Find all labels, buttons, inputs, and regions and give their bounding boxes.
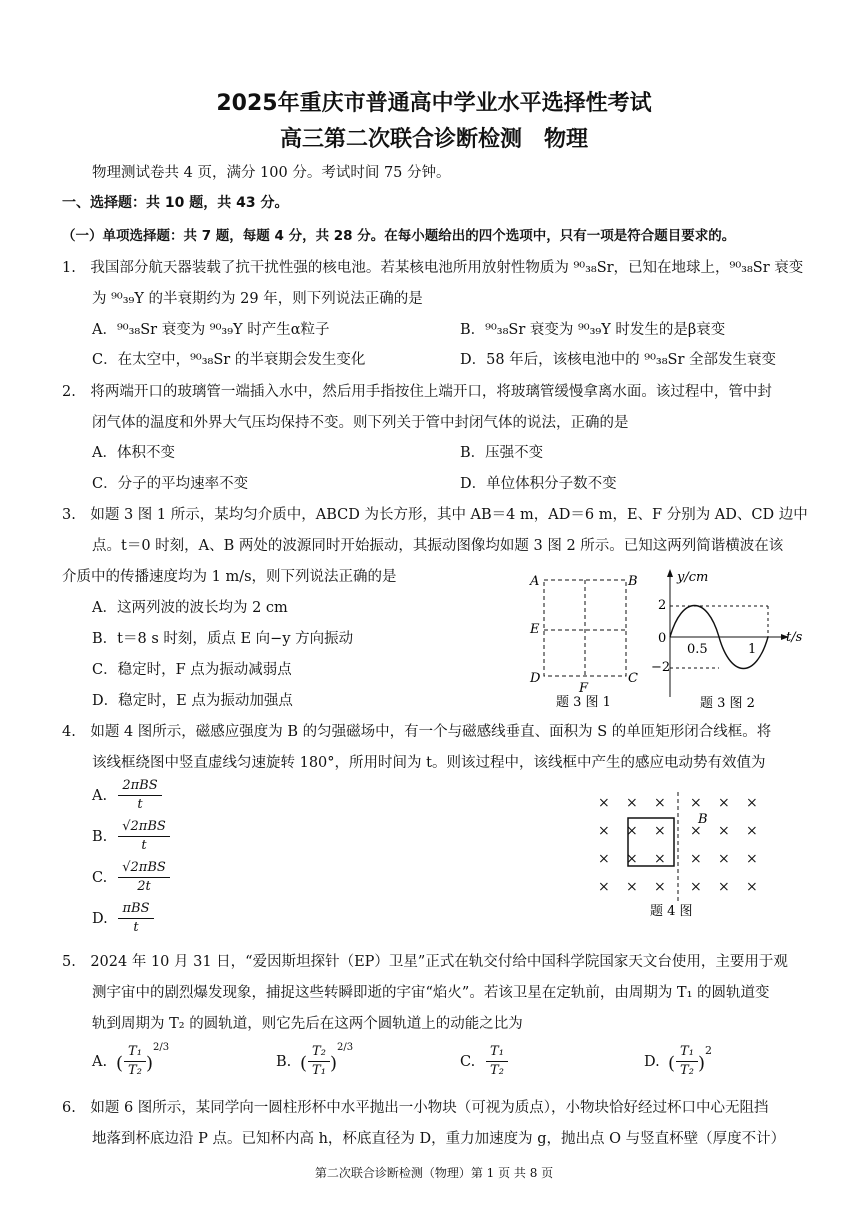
svg-text:×: × xyxy=(626,879,638,895)
q1-option-a: A．⁹⁰₃₈Sr 衰变为 ⁹⁰₃₉Y 时产生α粒子 xyxy=(92,322,330,338)
svg-text:×: × xyxy=(746,795,758,811)
q4-figure xyxy=(590,790,770,920)
q4-option-b-denominator: t xyxy=(141,838,147,853)
q3-fig1-label-a: A xyxy=(530,574,540,589)
q2-stem-line1: 2. 将两端开口的玻璃管一端插入水中，然后用手指按住上端开口，将玻璃管缓慢拿离水面。该过程中，管中封 xyxy=(62,384,772,400)
svg-text:×: × xyxy=(746,823,758,839)
svg-text:×: × xyxy=(746,851,758,867)
q1-stem-line1: 1. 我国部分航天器装载了抗干扰性强的核电池。若某核电池所用放射性物质为 ⁹⁰₃₈Sr，已知在地球上，⁹⁰₃₈Sr 衰变 xyxy=(62,260,804,276)
q5-option-a-exponent: 2/3 xyxy=(153,1042,170,1053)
q4-stem-line2: 该线框绕图中竖直虚线匀速旋转 180°，所用时间为 t。则该过程中，该线框中产生的感应电动势有效值为 xyxy=(92,755,766,771)
subsection-heading: （一）单项选择题：共 7 题，每题 4 分，共 28 分。在每小题给出的四个选项中，只有一项是符合题目要求的。 xyxy=(62,228,736,244)
svg-text:×: × xyxy=(626,851,638,867)
q5-option-a-numerator: T₁ xyxy=(128,1044,142,1059)
q3-figure-2 xyxy=(650,565,810,710)
q3-figure-1 xyxy=(520,570,650,710)
q4-option-b-label: B. xyxy=(92,829,108,845)
q3-option-c: C．稳定时，F 点为振动减弱点 xyxy=(92,662,292,678)
svg-text:×: × xyxy=(718,795,730,811)
q5-option-c-numerator: T₁ xyxy=(490,1044,504,1059)
svg-text:×: × xyxy=(598,879,610,895)
q4-option-c-denominator: 2t xyxy=(137,879,151,894)
q4-fig-caption: 题 4 图 xyxy=(650,904,693,919)
q3-option-b: B．t＝8 s 时刻，质点 E 向−y 方向振动 xyxy=(92,631,354,647)
q3-fig1-label-c: C xyxy=(628,671,638,686)
q4-option-a-numerator: 2πBS xyxy=(122,778,158,793)
q3-stem-line3: 介质中的传播速度均为 1 m/s，则下列说法正确的是 xyxy=(62,569,397,585)
svg-text:×: × xyxy=(690,879,702,895)
q5-stem-line3: 轨到周期为 T₂ 的圆轨道，则它先后在这两个圆轨道上的动能之比为 xyxy=(92,1016,523,1032)
q4-stem-line1: 4. 如题 4 图所示，磁感应强度为 B 的匀强磁场中，有一个与磁感线垂直、面积为 S 的单匝矩形闭合线框。将 xyxy=(62,724,772,740)
q4-fig-b-label: B xyxy=(698,812,708,827)
svg-text:×: × xyxy=(654,795,666,811)
q5-option-c-denominator: T₂ xyxy=(490,1063,504,1078)
q5-option-b-label: B. xyxy=(276,1054,292,1070)
q5-option-c xyxy=(486,1044,508,1079)
q5-option-b-numerator: T₂ xyxy=(312,1044,326,1059)
svg-text:×: × xyxy=(598,823,610,839)
q4-option-d-numerator: πBS xyxy=(122,901,150,916)
q3-option-d: D．稳定时，E 点为振动加强点 xyxy=(92,693,293,709)
q1-option-c: C．在太空中，⁹⁰₃₈Sr 的半衰期会发生变化 xyxy=(92,352,366,368)
q3-fig2-xlabel: t/s xyxy=(786,630,803,645)
q3-fig1-label-d: D xyxy=(530,671,541,686)
q5-option-d-exponent: 2 xyxy=(705,1044,712,1057)
q3-fig2-origin: 0 xyxy=(658,631,667,646)
exam-subtitle: 高三第二次联合诊断检测 物理 xyxy=(279,127,588,152)
q3-fig1-caption: 题 3 图 1 xyxy=(556,695,611,710)
q5-option-d xyxy=(676,1044,698,1079)
svg-text:×: × xyxy=(690,851,702,867)
q3-fig2-caption: 题 3 图 2 xyxy=(700,696,755,710)
svg-text:×: × xyxy=(718,851,730,867)
svg-text:×: × xyxy=(598,795,610,811)
q3-fig2-ytick-top: 2 xyxy=(658,598,667,613)
q2-stem-line2: 闭气体的温度和外界大气压均保持不变。则下列关于管中封闭气体的说法，正确的是 xyxy=(92,415,629,431)
svg-text:×: × xyxy=(654,823,666,839)
q2-option-a: A．体积不变 xyxy=(92,445,175,461)
svg-text:×: × xyxy=(718,879,730,895)
q5-option-b xyxy=(308,1044,330,1079)
svg-text:×: × xyxy=(626,795,638,811)
q5-option-b-rparen: ) xyxy=(330,1053,338,1074)
q3-fig2-xtick-half: 0.5 xyxy=(687,642,708,657)
svg-text:×: × xyxy=(746,879,758,895)
q3-fig2-ylabel: y/cm xyxy=(677,570,709,585)
q5-option-b-denominator: T₁ xyxy=(312,1063,326,1078)
q3-fig2-ytick-bottom: −2 xyxy=(651,660,671,675)
q5-option-a-label: A. xyxy=(92,1054,108,1070)
q5-option-a-rparen: ) xyxy=(146,1053,154,1074)
q6-stem-line1: 6. 如题 6 图所示，某同学向一圆柱形杯中水平抛出一小物块（可视为质点），小物块恰好经过杯口中心无阻挡 xyxy=(62,1100,769,1116)
q2-option-d: D．单位体积分子数不变 xyxy=(460,476,617,492)
q6-stem-line2: 地落到杯底边沿 P 点。已知杯内高 h，杯底直径为 D，重力加速度为 g，抛出点 O 与竖直杯壁（厚度不计） xyxy=(92,1131,786,1147)
q4-option-a-label: A. xyxy=(92,788,108,804)
q5-option-a xyxy=(124,1044,146,1079)
page-footer: 第二次联合诊断检测（物理）第 1 页 共 8 页 xyxy=(314,1166,554,1180)
q3-fig2-xtick-one: 1 xyxy=(748,642,757,657)
q3-stem-line2: 点。t＝0 时刻，A、B 两处的波源同时开始振动，其振动图像均如题 3 图 2 所示。已知这两列简谐横波在该 xyxy=(92,538,784,554)
exam-title: 2025年重庆市普通高中学业水平选择性考试 xyxy=(216,91,652,116)
q3-fig1-label-f: F xyxy=(579,681,589,696)
svg-text:×: × xyxy=(654,851,666,867)
q5-option-d-label: D. xyxy=(644,1054,660,1070)
q4-option-c-label: C. xyxy=(92,870,108,886)
svg-text:×: × xyxy=(598,851,610,867)
svg-text:×: × xyxy=(690,795,702,811)
q4-option-c-numerator: √2πBS xyxy=(122,860,166,875)
q4-option-a-denominator: t xyxy=(137,797,143,812)
svg-text:×: × xyxy=(718,823,730,839)
exam-intro: 物理测试卷共 4 页，满分 100 分。考试时间 75 分钟。 xyxy=(92,165,451,181)
q5-option-d-denominator: T₂ xyxy=(680,1063,694,1078)
svg-text:×: × xyxy=(626,823,638,839)
svg-text:×: × xyxy=(690,823,702,839)
q5-option-a-lparen: ( xyxy=(116,1053,124,1074)
magnetic-field-crosses xyxy=(598,795,758,895)
q1-stem-line2: 为 ⁹⁰₃₉Y 的半衰期约为 29 年，则下列说法正确的是 xyxy=(92,291,423,307)
q5-option-d-numerator: T₁ xyxy=(680,1044,694,1059)
q5-option-b-exponent: 2/3 xyxy=(337,1042,354,1053)
q1-option-d: D．58 年后，该核电池中的 ⁹⁰₃₈Sr 全部发生衰变 xyxy=(460,352,777,368)
q4-option-c xyxy=(118,860,170,895)
q4-option-a xyxy=(118,778,162,813)
q5-option-d-lparen: ( xyxy=(668,1053,676,1074)
q5-option-c-label: C. xyxy=(460,1054,476,1070)
q3-fig1-label-e: E xyxy=(530,622,540,637)
q1-option-b: B．⁹⁰₃₈Sr 衰变为 ⁹⁰₃₉Y 时发生的是β衰变 xyxy=(460,322,726,338)
q2-option-b: B．压强不变 xyxy=(460,445,544,461)
q3-fig1-label-b: B xyxy=(628,574,638,589)
q4-option-b xyxy=(118,819,170,854)
q3-option-a: A．这两列波的波长均为 2 cm xyxy=(92,600,288,616)
svg-text:×: × xyxy=(654,879,666,895)
q2-option-c: C．分子的平均速率不变 xyxy=(92,476,249,492)
q4-option-d-label: D. xyxy=(92,911,108,927)
q3-stem-line1: 3. 如题 3 图 1 所示，某均匀介质中，ABCD 为长方形，其中 AB＝4 m，AD＝6 m，E、F 分别为 AD、CD 边中 xyxy=(62,507,808,523)
q4-option-d xyxy=(118,901,154,936)
q4-option-d-denominator: t xyxy=(133,920,139,935)
q5-stem-line1: 5. 2024 年 10 月 31 日，“爱因斯坦探针（EP）卫星”正式在轨交付给中国科学院国家天文台使用，主要用于观 xyxy=(62,954,788,970)
q5-option-a-denominator: T₂ xyxy=(128,1063,142,1078)
section-heading: 一、选择题：共 10 题，共 43 分。 xyxy=(62,195,289,211)
q5-option-b-lparen: ( xyxy=(300,1053,308,1074)
q5-stem-line2: 测宇宙中的剧烈爆发现象，捕捉这些转瞬即逝的宇宙“焰火”。若该卫星在定轨前，由周期为 T₁ 的圆轨道变 xyxy=(92,985,770,1001)
q5-option-d-rparen: ) xyxy=(698,1053,706,1074)
q4-option-b-numerator: √2πBS xyxy=(122,819,166,834)
